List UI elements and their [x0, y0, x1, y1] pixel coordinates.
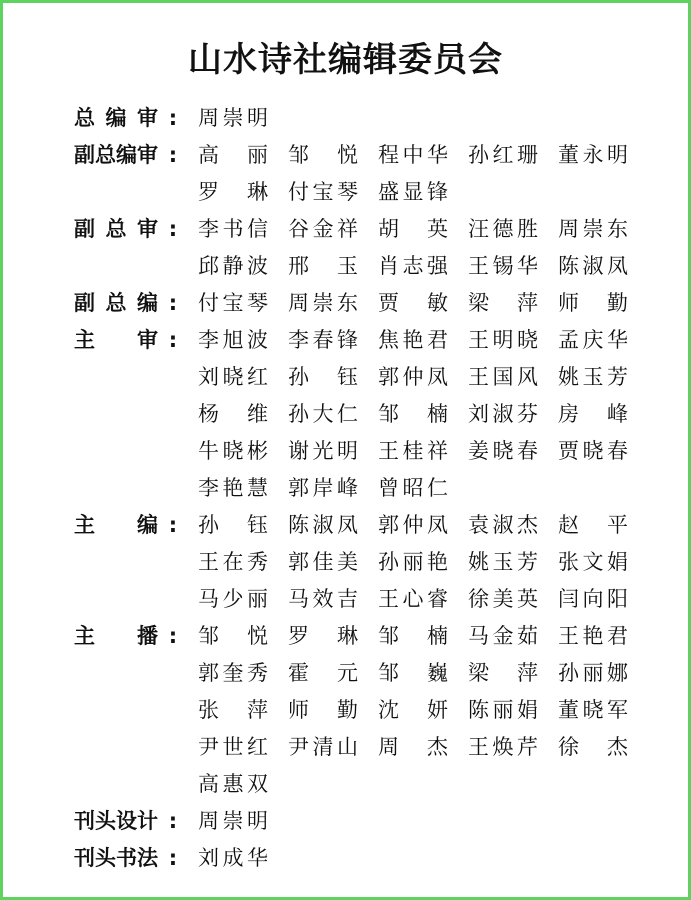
role-colon: : [168, 809, 178, 833]
member-name: 高 丽 [198, 143, 268, 167]
member-name: 罗 琳 [288, 624, 358, 648]
section-0 [74, 100, 658, 137]
role-text: 刊 头 书 法 [74, 846, 158, 870]
member-name: 孙 钰 [288, 365, 358, 389]
member-name: 焦 艳 君 [378, 328, 448, 352]
member-name: 汪 德 胜 [468, 217, 538, 241]
member-list [198, 322, 658, 507]
member-name: 陈 丽 娟 [468, 698, 538, 722]
section-7 [74, 803, 658, 840]
member-name: 孙 钰 [198, 513, 268, 537]
section-5 [74, 507, 658, 618]
member-name: 贾 敏 [378, 291, 448, 315]
member-name: 徐 美 英 [468, 587, 538, 611]
member-name: 邱 静 波 [198, 254, 268, 278]
role-text: 副 总 编 审 [74, 143, 158, 167]
role-label [74, 137, 180, 174]
role-label [74, 840, 180, 877]
member-name: 高 惠 双 [198, 772, 268, 796]
role-label [74, 507, 180, 544]
member-name: 姜 晓 春 [468, 439, 538, 463]
member-name: 徐 杰 [558, 735, 628, 759]
role-label [74, 211, 180, 248]
member-name: 马 效 吉 [288, 587, 358, 611]
member-name: 房 峰 [558, 402, 628, 426]
member-name: 王 国 风 [468, 365, 538, 389]
member-name: 孙 红 珊 [468, 143, 538, 167]
member-name: 王 艳 君 [558, 624, 628, 648]
member-name: 牛 晓 彬 [198, 439, 268, 463]
member-name: 周 崇 明 [198, 106, 268, 130]
member-name: 杨 维 [198, 402, 268, 426]
member-list [198, 803, 658, 840]
role-text: 刊 头 设 计 [74, 809, 158, 833]
member-name: 姚 玉 芳 [468, 550, 538, 574]
member-name: 王 焕 芹 [468, 735, 538, 759]
page-title: 山水诗社编辑委员会 [188, 40, 503, 80]
member-name: 王 桂 祥 [378, 439, 448, 463]
member-name: 陈 淑 凤 [288, 513, 358, 537]
member-name: 尹 世 红 [198, 735, 268, 759]
section-8 [74, 840, 658, 877]
section-1 [74, 137, 658, 211]
role-label [74, 100, 180, 137]
role-colon: : [168, 624, 178, 648]
member-name: 邹 楠 [378, 402, 448, 426]
member-name: 郭 奎 秀 [198, 661, 268, 685]
member-name: 郭 岸 峰 [288, 476, 358, 500]
member-name: 李 书 信 [198, 217, 268, 241]
member-name: 贾 晓 春 [558, 439, 628, 463]
member-name: 师 勤 [288, 698, 358, 722]
member-list [198, 211, 658, 285]
member-list [198, 100, 658, 137]
member-name: 孙 大 仁 [288, 402, 358, 426]
section-6 [74, 618, 658, 803]
role-colon: : [168, 846, 178, 870]
member-name: 马 金 茹 [468, 624, 538, 648]
section-4 [74, 322, 658, 507]
member-name: 董 晓 军 [558, 698, 628, 722]
member-list [198, 507, 658, 618]
role-text: 主 播 [74, 624, 158, 648]
member-name: 周 杰 [378, 735, 448, 759]
member-name: 李 旭 波 [198, 328, 268, 352]
role-label [74, 618, 180, 655]
member-list [198, 618, 658, 803]
member-name: 周 崇 明 [198, 809, 268, 833]
role-text: 副 总 编 [74, 291, 158, 315]
member-name: 李 春 锋 [288, 328, 358, 352]
role-label [74, 322, 180, 359]
section-3 [74, 285, 658, 322]
member-name: 胡 英 [378, 217, 448, 241]
member-name: 郭 仲 凤 [378, 365, 448, 389]
member-name: 姚 玉 芳 [558, 365, 628, 389]
role-colon: : [168, 217, 178, 241]
role-colon: : [168, 513, 178, 537]
role-text: 总 编 审 [74, 106, 158, 130]
member-name: 孙 丽 艳 [378, 550, 448, 574]
member-name: 刘 成 华 [198, 846, 268, 870]
member-name: 马 少 丽 [198, 587, 268, 611]
member-name: 王 锡 华 [468, 254, 538, 278]
member-name: 张 文 娟 [558, 550, 628, 574]
role-text: 主 编 [74, 513, 158, 537]
member-name: 肖 志 强 [378, 254, 448, 278]
member-name: 谷 金 祥 [288, 217, 358, 241]
member-name: 邹 悦 [288, 143, 358, 167]
member-name: 刘 淑 芬 [468, 402, 538, 426]
member-name: 罗 琳 [198, 180, 268, 204]
member-name: 王 心 睿 [378, 587, 448, 611]
member-name: 曾 昭 仁 [378, 476, 448, 500]
member-name: 赵 平 [558, 513, 628, 537]
role-colon: : [168, 291, 178, 315]
member-name: 郭 佳 美 [288, 550, 358, 574]
role-label [74, 803, 180, 840]
role-colon: : [168, 143, 178, 167]
member-name: 孟 庆 华 [558, 328, 628, 352]
member-name: 陈 淑 凤 [558, 254, 628, 278]
role-text: 副 总 审 [74, 217, 158, 241]
member-name: 郭 仲 凤 [378, 513, 448, 537]
role-colon: : [168, 106, 178, 130]
member-name: 王 明 晓 [468, 328, 538, 352]
member-name: 尹 清 山 [288, 735, 358, 759]
member-name: 谢 光 明 [288, 439, 358, 463]
member-name: 李 艳 慧 [198, 476, 268, 500]
member-name: 梁 萍 [468, 661, 538, 685]
member-name: 盛 显 锋 [378, 180, 448, 204]
role-text: 主 审 [74, 328, 158, 352]
member-name: 邢 玉 [288, 254, 358, 278]
member-list [198, 840, 658, 877]
member-name: 梁 萍 [468, 291, 538, 315]
member-name: 付 宝 琴 [288, 180, 358, 204]
member-name: 沈 妍 [378, 698, 448, 722]
member-name: 霍 元 [288, 661, 358, 685]
member-name: 张 萍 [198, 698, 268, 722]
member-name: 袁 淑 杰 [468, 513, 538, 537]
member-name: 邹 巍 [378, 661, 448, 685]
member-name: 闫 向 阳 [558, 587, 628, 611]
member-name: 程 中 华 [378, 143, 448, 167]
member-name: 师 勤 [558, 291, 628, 315]
role-colon: : [168, 328, 178, 352]
member-name: 孙 丽 娜 [558, 661, 628, 685]
member-name: 付 宝 琴 [198, 291, 268, 315]
member-name: 周 崇 东 [558, 217, 628, 241]
member-name: 邹 楠 [378, 624, 448, 648]
member-name: 王 在 秀 [198, 550, 268, 574]
member-list [198, 285, 658, 322]
member-name: 董 永 明 [558, 143, 628, 167]
member-list [198, 137, 658, 211]
editorial-board-list [74, 100, 658, 877]
section-2 [74, 211, 658, 285]
member-name: 邹 悦 [198, 624, 268, 648]
member-name: 刘 晓 红 [198, 365, 268, 389]
role-label [74, 285, 180, 322]
member-name: 周 崇 东 [288, 291, 358, 315]
